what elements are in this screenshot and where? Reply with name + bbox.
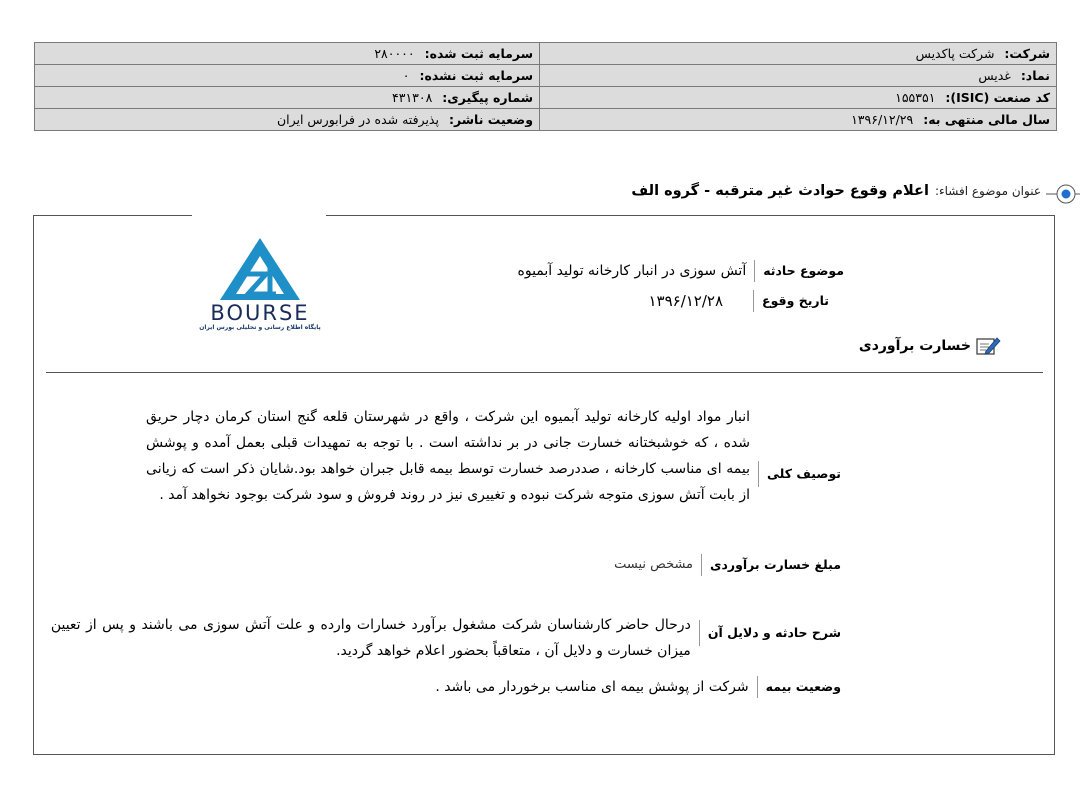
field-separator [758,461,759,487]
incident-subject-value: آتش سوزی در انبار کارخانه تولید آبمیوه [517,263,747,279]
insurance-status-label: وضعیت بیمه [765,679,841,694]
info-row-3 [35,87,1057,109]
publisher-status-label: وضعیت ناشر: [448,112,533,127]
loss-amount-row [614,554,841,576]
topic-label: عنوان موضوع افشاء: [934,184,1041,198]
registered-capital-cell [35,43,540,65]
fiscal-year-label: سال مالی منتهی به: [923,112,1050,127]
registered-capital-label: سرمایه ثبت شده: [424,46,533,61]
general-description-label: توصیف کلی [767,466,841,481]
incident-explanation-value: درحال حاضر کارشناسان شرکت مشغول برآورد خسارات وارده و علت آتش سوزی می باشند و پس از تعیین میزان خسارت و دلایل آن ، متعاقباً بحضور اعلام خواهد گردید. [50,617,691,659]
fiscal-year-cell [540,109,1057,131]
unregistered-capital-value: ۰ [402,68,410,83]
isic-value: ۱۵۵۳۵۱ [895,90,936,105]
info-row-2 [35,65,1057,87]
edit-note-icon [975,335,1001,357]
estimated-loss-heading-text: خسارت برآوردی [858,338,971,354]
disclosure-topic [631,183,1071,199]
info-row-4 [35,109,1057,131]
tracking-label: شماره پیگیری: [442,90,533,105]
company-cell [540,43,1057,65]
general-description-value: انبار مواد اولیه کارخانه تولید آبمیوه این شرکت ، واقع در شهرستان قلعه گنج استان کرمان دچار حریق شده ، که خوشبختانه خسارت جانی در بر نداشته است . با توجه به تمهیدات قبلی بعمل آمده و پوشش بیمه ای مناسب کارخانه ، صددرصد خسارت توسط بیمه قابل جبران خواهد بود.شایان ذکر است که زیانی از بابت آتش سوزی متوجه شرکت نبوده و تغییری نیز در روند فروش و سود شرکت بوجود نخواهد آمد . [146,409,751,503]
unregistered-capital-cell [35,65,540,87]
field-separator [754,260,755,282]
topic-title: اعلام وقوع حوادث غیر مترقبه - گروه الف [631,183,929,199]
insurance-status-value: شرکت از پوشش بیمه ای مناسب برخوردار می باشد . [435,679,749,695]
incident-subject-row [518,260,844,282]
symbol-cell [540,65,1057,87]
incident-explanation-row [51,612,841,664]
incident-subject-label: موضوع حادثه [763,263,844,278]
symbol-label: نماد: [1020,68,1050,83]
publisher-status-value: پذیرفته شده در فرابورس ایران [276,112,439,127]
company-label: شرکت: [1004,46,1050,61]
field-separator [753,290,754,312]
loss-amount-label: مبلغ خسارت برآوردی [710,557,841,572]
incident-date-row [648,290,829,312]
registered-capital-value: ۲۸۰۰۰۰ [374,46,415,61]
isic-label: کد صنعت (ISIC): [945,90,1050,105]
field-separator [701,554,702,576]
company-value: شرکت پاکدیس [915,46,995,61]
field-separator [757,676,758,698]
tracking-value: ۴۳۱۳۰۸ [392,90,433,105]
loss-amount-value: مشخص نیست [614,557,694,572]
logo-text: BOURSE [210,301,310,325]
isic-cell [540,87,1057,109]
incident-explanation-label: شرح حادثه و دلایل آن [707,625,841,640]
symbol-value: غدیس [978,68,1011,83]
publisher-status-cell [35,109,540,131]
incident-date-label: تاریخ وقوع [762,293,829,308]
frame-gap [192,211,326,219]
logo-caption: پایگاه اطلاع رسانی و تحلیلی بورس ایران [199,324,321,331]
estimated-loss-heading [859,335,1001,357]
section-divider [46,372,1043,373]
insurance-status-row [435,676,841,698]
general-description-row [146,404,841,508]
field-separator [699,620,700,646]
fiscal-year-value: ۱۳۹۶/۱۲/۲۹ [851,112,914,127]
tracking-cell [35,87,540,109]
company-info-table [34,42,1057,131]
unregistered-capital-label: سرمایه ثبت نشده: [419,68,533,83]
incident-date-value: ۱۳۹۶/۱۲/۲۸ [648,292,724,310]
info-row-1 [35,43,1057,65]
